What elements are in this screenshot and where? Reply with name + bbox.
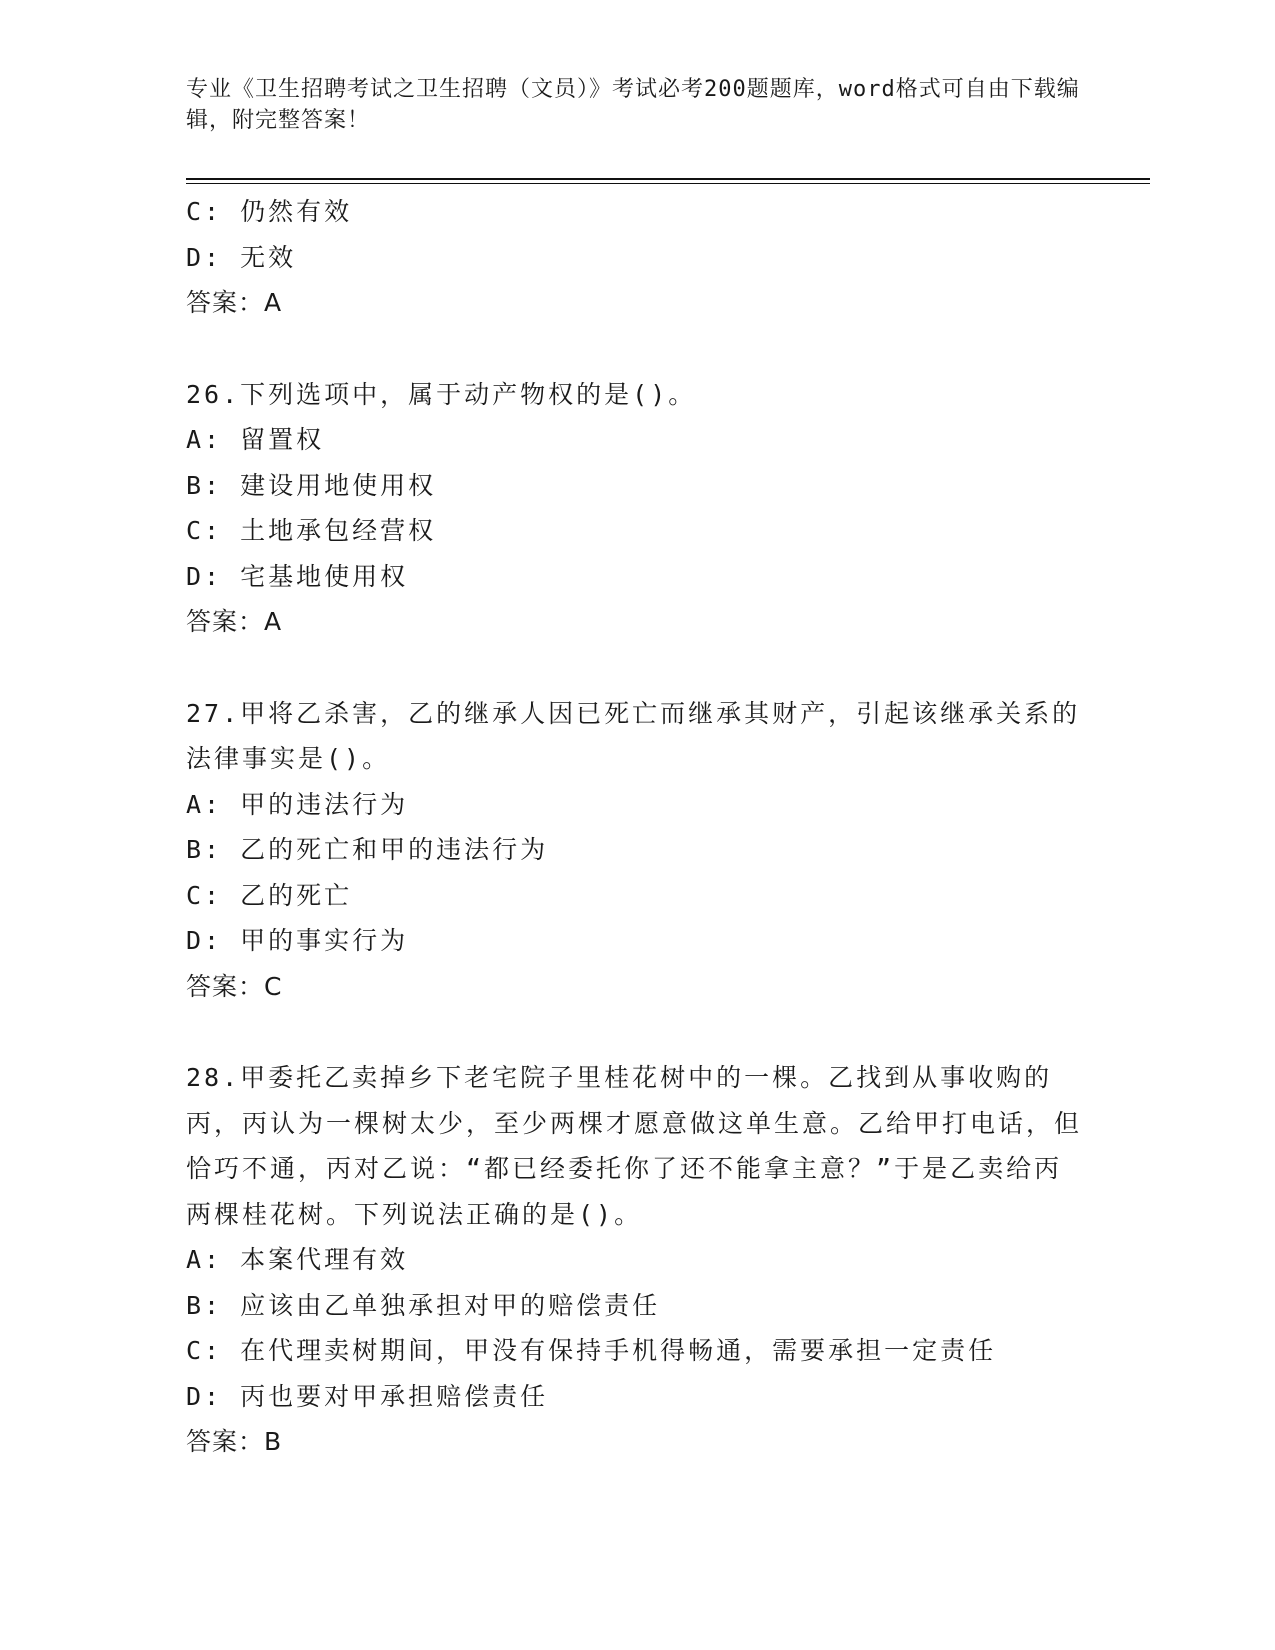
question-list	[186, 189, 1086, 1465]
spacer	[186, 645, 1086, 691]
question-27	[186, 691, 1086, 1010]
spacer	[186, 326, 1086, 372]
question-stem: 27.甲将乙杀害，乙的继承人因已死亡而继承其财产，引起该继承关系的法律事实是()。	[186, 698, 1081, 773]
option-a: A: 留置权	[186, 425, 325, 454]
answer-line: 答案：A	[186, 607, 283, 636]
option-d: D: 甲的事实行为	[186, 926, 409, 955]
option-d: D: 丙也要对甲承担赔偿责任	[186, 1381, 549, 1411]
answer-line: 答案：A	[186, 288, 283, 317]
answer-line: 答案：B	[186, 1427, 283, 1456]
option-c: C: 乙的死亡	[186, 880, 353, 910]
header-divider-thick	[186, 178, 1150, 180]
header-divider-thin	[186, 183, 1150, 184]
question-25-partial	[186, 189, 1086, 326]
option-b: B: 乙的死亡和甲的违法行为	[186, 835, 549, 864]
option-a: A: 甲的违法行为	[186, 789, 409, 819]
question-28	[186, 1055, 1086, 1465]
question-stem: 26.下列选项中，属于动产物权的是()。	[186, 379, 697, 409]
option-a: A: 本案代理有效	[186, 1245, 409, 1274]
spacer	[186, 1009, 1086, 1055]
option-c: C: 仍然有效	[186, 197, 353, 226]
option-b: B: 建设用地使用权	[186, 470, 437, 500]
document-header: 专业《卫生招聘考试之卫生招聘（文员）》考试必考200题题库，word格式可自由下载编辑，附完整答案！	[186, 77, 1080, 133]
option-d: D: 宅基地使用权	[186, 561, 409, 591]
question-26	[186, 372, 1086, 645]
answer-line: 答案：C	[186, 971, 283, 1001]
option-d: D: 无效	[186, 242, 297, 272]
option-c: C: 土地承包经营权	[186, 516, 437, 545]
question-stem: 28.甲委托乙卖掉乡下老宅院子里桂花树中的一棵。乙找到从事收购的丙，丙认为一棵树太少，至少两棵才愿意做这单生意。乙给甲打电话，但恰巧不通，丙对乙说：“都已经委托你了还不能拿主意？”于是乙卖给丙两棵桂花树。下列说法正确的是()。	[186, 1063, 1083, 1229]
option-b: B: 应该由乙单独承担对甲的赔偿责任	[186, 1290, 661, 1320]
option-c: C: 在代理卖树期间，甲没有保持手机得畅通，需要承担一定责任	[186, 1336, 997, 1365]
